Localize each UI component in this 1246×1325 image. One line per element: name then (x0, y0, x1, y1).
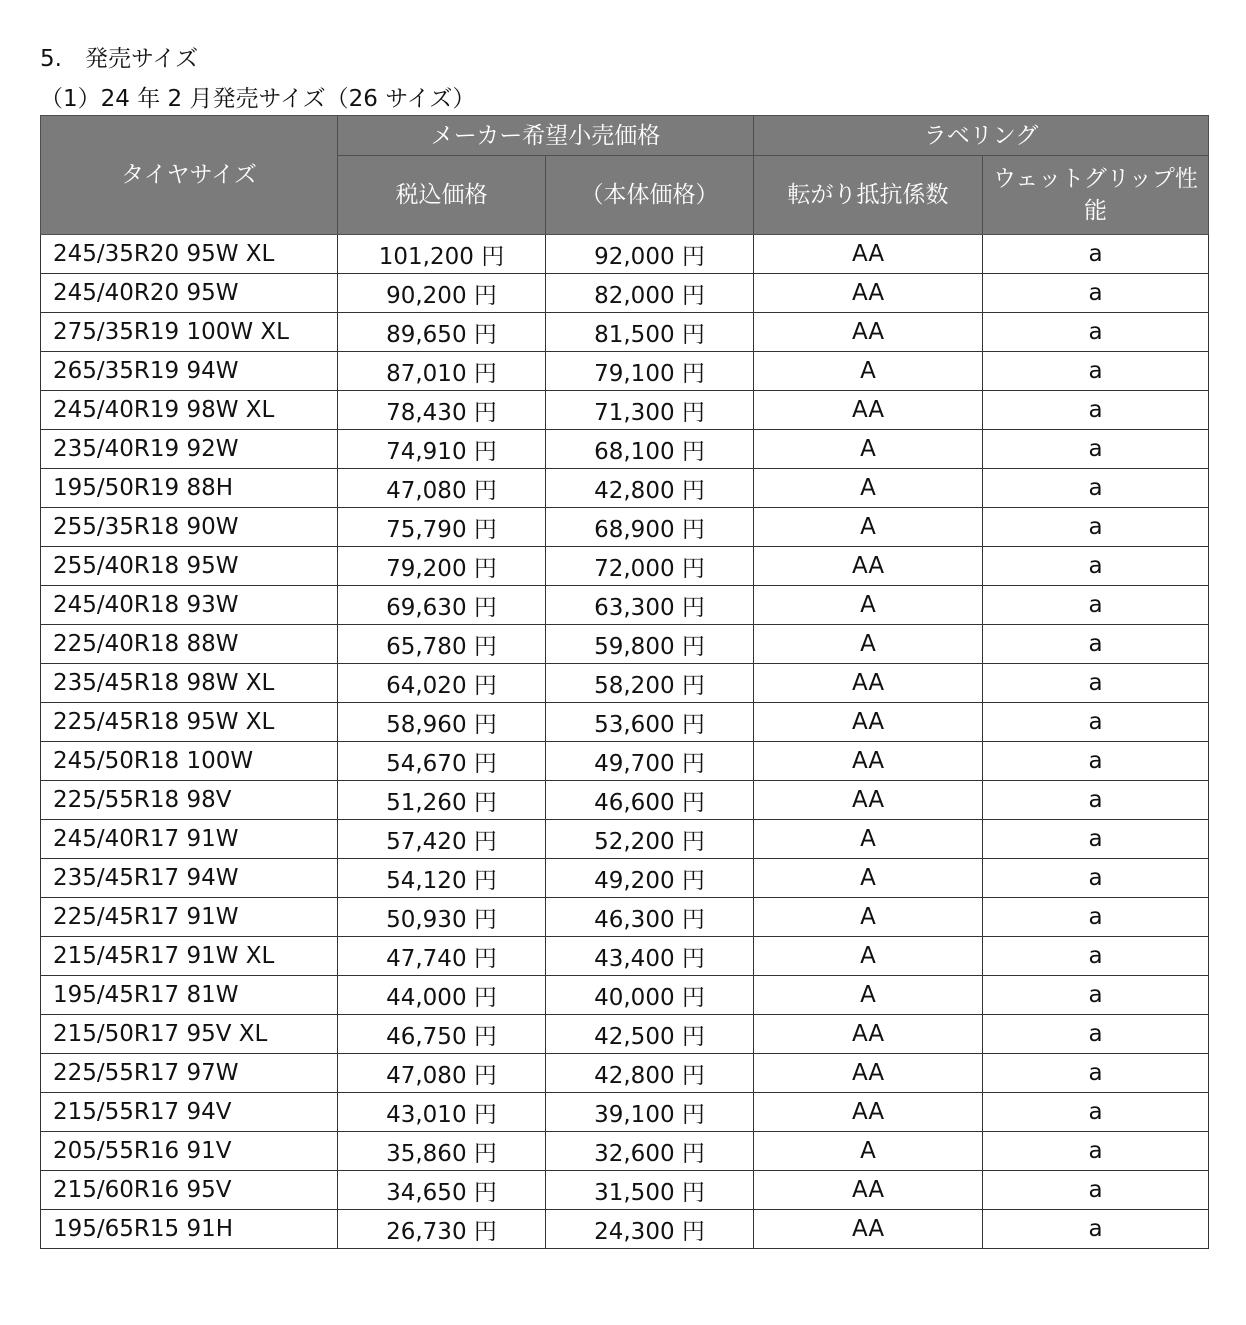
cell-rolling-resistance: A (754, 586, 983, 625)
cell-tax-price: 26,730 円 (338, 1210, 546, 1249)
cell-wet-grip: a (983, 1171, 1209, 1210)
cell-rolling-resistance: AA (754, 742, 983, 781)
table-row (41, 820, 1209, 859)
cell-tax-price: 34,650 円 (338, 1171, 546, 1210)
cell-wet-grip: a (983, 859, 1209, 898)
cell-rolling-resistance: AA (754, 664, 983, 703)
cell-tire-size: 225/55R18 98V (41, 781, 338, 820)
cell-tax-price: 43,010 円 (338, 1093, 546, 1132)
cell-wet-grip: a (983, 313, 1209, 352)
cell-tire-size: 265/35R19 94W (41, 352, 338, 391)
cell-base-price: 81,500 円 (546, 313, 754, 352)
cell-base-price: 42,800 円 (546, 1054, 754, 1093)
cell-tax-price: 75,790 円 (338, 508, 546, 547)
cell-base-price: 53,600 円 (546, 703, 754, 742)
cell-wet-grip: a (983, 508, 1209, 547)
table-row (41, 352, 1209, 391)
cell-wet-grip: a (983, 664, 1209, 703)
cell-tire-size: 225/45R17 91W (41, 898, 338, 937)
cell-tire-size: 275/35R19 100W XL (41, 313, 338, 352)
cell-base-price: 72,000 円 (546, 547, 754, 586)
cell-tax-price: 46,750 円 (338, 1015, 546, 1054)
cell-rolling-resistance: A (754, 469, 983, 508)
table-row (41, 1015, 1209, 1054)
cell-tire-size: 245/35R20 95W XL (41, 235, 338, 274)
table-row (41, 508, 1209, 547)
cell-wet-grip: a (983, 1132, 1209, 1171)
table-row (41, 703, 1209, 742)
cell-tire-size: 215/50R17 95V XL (41, 1015, 338, 1054)
cell-tire-size: 245/40R20 95W (41, 274, 338, 313)
table-row (41, 586, 1209, 625)
cell-tax-price: 74,910 円 (338, 430, 546, 469)
table-row (41, 274, 1209, 313)
cell-tax-price: 69,630 円 (338, 586, 546, 625)
header-tire-size: タイヤサイズ (41, 116, 338, 235)
cell-base-price: 46,600 円 (546, 781, 754, 820)
cell-tax-price: 54,120 円 (338, 859, 546, 898)
cell-wet-grip: a (983, 976, 1209, 1015)
cell-tax-price: 89,650 円 (338, 313, 546, 352)
table-row (41, 1093, 1209, 1132)
cell-rolling-resistance: A (754, 1132, 983, 1171)
cell-wet-grip: a (983, 937, 1209, 976)
cell-tax-price: 64,020 円 (338, 664, 546, 703)
cell-base-price: 79,100 円 (546, 352, 754, 391)
table-row (41, 1054, 1209, 1093)
table-row (41, 313, 1209, 352)
cell-wet-grip: a (983, 898, 1209, 937)
cell-tire-size: 195/65R15 91H (41, 1210, 338, 1249)
header-label-group: ラベリング (754, 116, 1209, 156)
table-row (41, 781, 1209, 820)
table-row (41, 664, 1209, 703)
cell-base-price: 52,200 円 (546, 820, 754, 859)
cell-wet-grip: a (983, 430, 1209, 469)
cell-rolling-resistance: A (754, 352, 983, 391)
cell-tire-size: 245/40R19 98W XL (41, 391, 338, 430)
cell-rolling-resistance: AA (754, 313, 983, 352)
cell-tax-price: 47,080 円 (338, 469, 546, 508)
cell-wet-grip: a (983, 1054, 1209, 1093)
cell-tire-size: 235/45R18 98W XL (41, 664, 338, 703)
cell-rolling-resistance: A (754, 937, 983, 976)
cell-base-price: 59,800 円 (546, 625, 754, 664)
cell-wet-grip: a (983, 1210, 1209, 1249)
table-row (41, 547, 1209, 586)
cell-tax-price: 51,260 円 (338, 781, 546, 820)
cell-base-price: 92,000 円 (546, 235, 754, 274)
cell-tire-size: 215/55R17 94V (41, 1093, 338, 1132)
header-base-price: （本体価格） (546, 156, 754, 235)
cell-tire-size: 195/45R17 81W (41, 976, 338, 1015)
cell-wet-grip: a (983, 235, 1209, 274)
cell-rolling-resistance: AA (754, 1015, 983, 1054)
cell-tire-size: 245/40R18 93W (41, 586, 338, 625)
header-rolling-resistance: 転がり抵抗係数 (754, 156, 983, 235)
table-row (41, 859, 1209, 898)
cell-base-price: 49,700 円 (546, 742, 754, 781)
cell-tax-price: 90,200 円 (338, 274, 546, 313)
table-row (41, 1210, 1209, 1249)
table-row (41, 391, 1209, 430)
cell-tire-size: 255/40R18 95W (41, 547, 338, 586)
table-row (41, 937, 1209, 976)
cell-base-price: 32,600 円 (546, 1132, 754, 1171)
cell-tire-size: 225/55R17 97W (41, 1054, 338, 1093)
cell-tax-price: 47,080 円 (338, 1054, 546, 1093)
header-wet-grip: ウェットグリップ性能 (983, 156, 1209, 235)
cell-rolling-resistance: AA (754, 1054, 983, 1093)
cell-tire-size: 255/35R18 90W (41, 508, 338, 547)
table-row (41, 430, 1209, 469)
cell-base-price: 40,000 円 (546, 976, 754, 1015)
table-row (41, 625, 1209, 664)
section-heading: 5. 発売サイズ (40, 46, 199, 72)
cell-rolling-resistance: AA (754, 1210, 983, 1249)
cell-base-price: 24,300 円 (546, 1210, 754, 1249)
cell-wet-grip: a (983, 625, 1209, 664)
cell-base-price: 68,100 円 (546, 430, 754, 469)
cell-rolling-resistance: AA (754, 781, 983, 820)
table-row (41, 742, 1209, 781)
cell-rolling-resistance: AA (754, 391, 983, 430)
header-price-group: メーカー希望小売価格 (338, 116, 754, 156)
cell-rolling-resistance: AA (754, 1171, 983, 1210)
cell-base-price: 31,500 円 (546, 1171, 754, 1210)
cell-base-price: 42,500 円 (546, 1015, 754, 1054)
cell-base-price: 58,200 円 (546, 664, 754, 703)
cell-rolling-resistance: AA (754, 703, 983, 742)
cell-base-price: 42,800 円 (546, 469, 754, 508)
cell-tire-size: 215/60R16 95V (41, 1171, 338, 1210)
cell-tax-price: 50,930 円 (338, 898, 546, 937)
cell-wet-grip: a (983, 586, 1209, 625)
cell-rolling-resistance: AA (754, 547, 983, 586)
cell-tax-price: 78,430 円 (338, 391, 546, 430)
cell-tire-size: 215/45R17 91W XL (41, 937, 338, 976)
cell-tire-size: 245/40R17 91W (41, 820, 338, 859)
cell-rolling-resistance: A (754, 508, 983, 547)
cell-tax-price: 101,200 円 (338, 235, 546, 274)
cell-tax-price: 44,000 円 (338, 976, 546, 1015)
header-tax-included: 税込価格 (338, 156, 546, 235)
cell-tax-price: 35,860 円 (338, 1132, 546, 1171)
table-row (41, 1171, 1209, 1210)
cell-tire-size: 225/40R18 88W (41, 625, 338, 664)
cell-rolling-resistance: A (754, 430, 983, 469)
cell-rolling-resistance: A (754, 976, 983, 1015)
table-row (41, 976, 1209, 1015)
tire-size-table (40, 115, 1209, 1249)
cell-wet-grip: a (983, 352, 1209, 391)
cell-tire-size: 225/45R18 95W XL (41, 703, 338, 742)
table-body (41, 235, 1209, 1249)
cell-wet-grip: a (983, 742, 1209, 781)
cell-tax-price: 57,420 円 (338, 820, 546, 859)
table-row (41, 235, 1209, 274)
cell-base-price: 82,000 円 (546, 274, 754, 313)
table-row (41, 469, 1209, 508)
cell-tax-price: 54,670 円 (338, 742, 546, 781)
cell-rolling-resistance: A (754, 820, 983, 859)
cell-tax-price: 65,780 円 (338, 625, 546, 664)
cell-wet-grip: a (983, 469, 1209, 508)
cell-tire-size: 235/45R17 94W (41, 859, 338, 898)
cell-rolling-resistance: A (754, 859, 983, 898)
cell-rolling-resistance: AA (754, 274, 983, 313)
cell-wet-grip: a (983, 547, 1209, 586)
cell-rolling-resistance: A (754, 898, 983, 937)
cell-base-price: 68,900 円 (546, 508, 754, 547)
cell-tax-price: 58,960 円 (338, 703, 546, 742)
cell-tire-size: 235/40R19 92W (41, 430, 338, 469)
cell-base-price: 63,300 円 (546, 586, 754, 625)
cell-tax-price: 87,010 円 (338, 352, 546, 391)
cell-rolling-resistance: AA (754, 235, 983, 274)
cell-base-price: 49,200 円 (546, 859, 754, 898)
cell-wet-grip: a (983, 781, 1209, 820)
cell-tire-size: 205/55R16 91V (41, 1132, 338, 1171)
cell-wet-grip: a (983, 391, 1209, 430)
cell-wet-grip: a (983, 274, 1209, 313)
cell-rolling-resistance: A (754, 625, 983, 664)
cell-tax-price: 79,200 円 (338, 547, 546, 586)
cell-base-price: 46,300 円 (546, 898, 754, 937)
cell-tax-price: 47,740 円 (338, 937, 546, 976)
cell-base-price: 71,300 円 (546, 391, 754, 430)
cell-base-price: 39,100 円 (546, 1093, 754, 1132)
table-header (41, 116, 1209, 235)
cell-wet-grip: a (983, 703, 1209, 742)
cell-base-price: 43,400 円 (546, 937, 754, 976)
cell-wet-grip: a (983, 1015, 1209, 1054)
cell-wet-grip: a (983, 820, 1209, 859)
table-row (41, 898, 1209, 937)
cell-tire-size: 245/50R18 100W (41, 742, 338, 781)
cell-rolling-resistance: AA (754, 1093, 983, 1132)
table-row (41, 1132, 1209, 1171)
section-subheading: （1）24 年 2 月発売サイズ（26 サイズ） (40, 86, 476, 112)
cell-wet-grip: a (983, 1093, 1209, 1132)
cell-tire-size: 195/50R19 88H (41, 469, 338, 508)
